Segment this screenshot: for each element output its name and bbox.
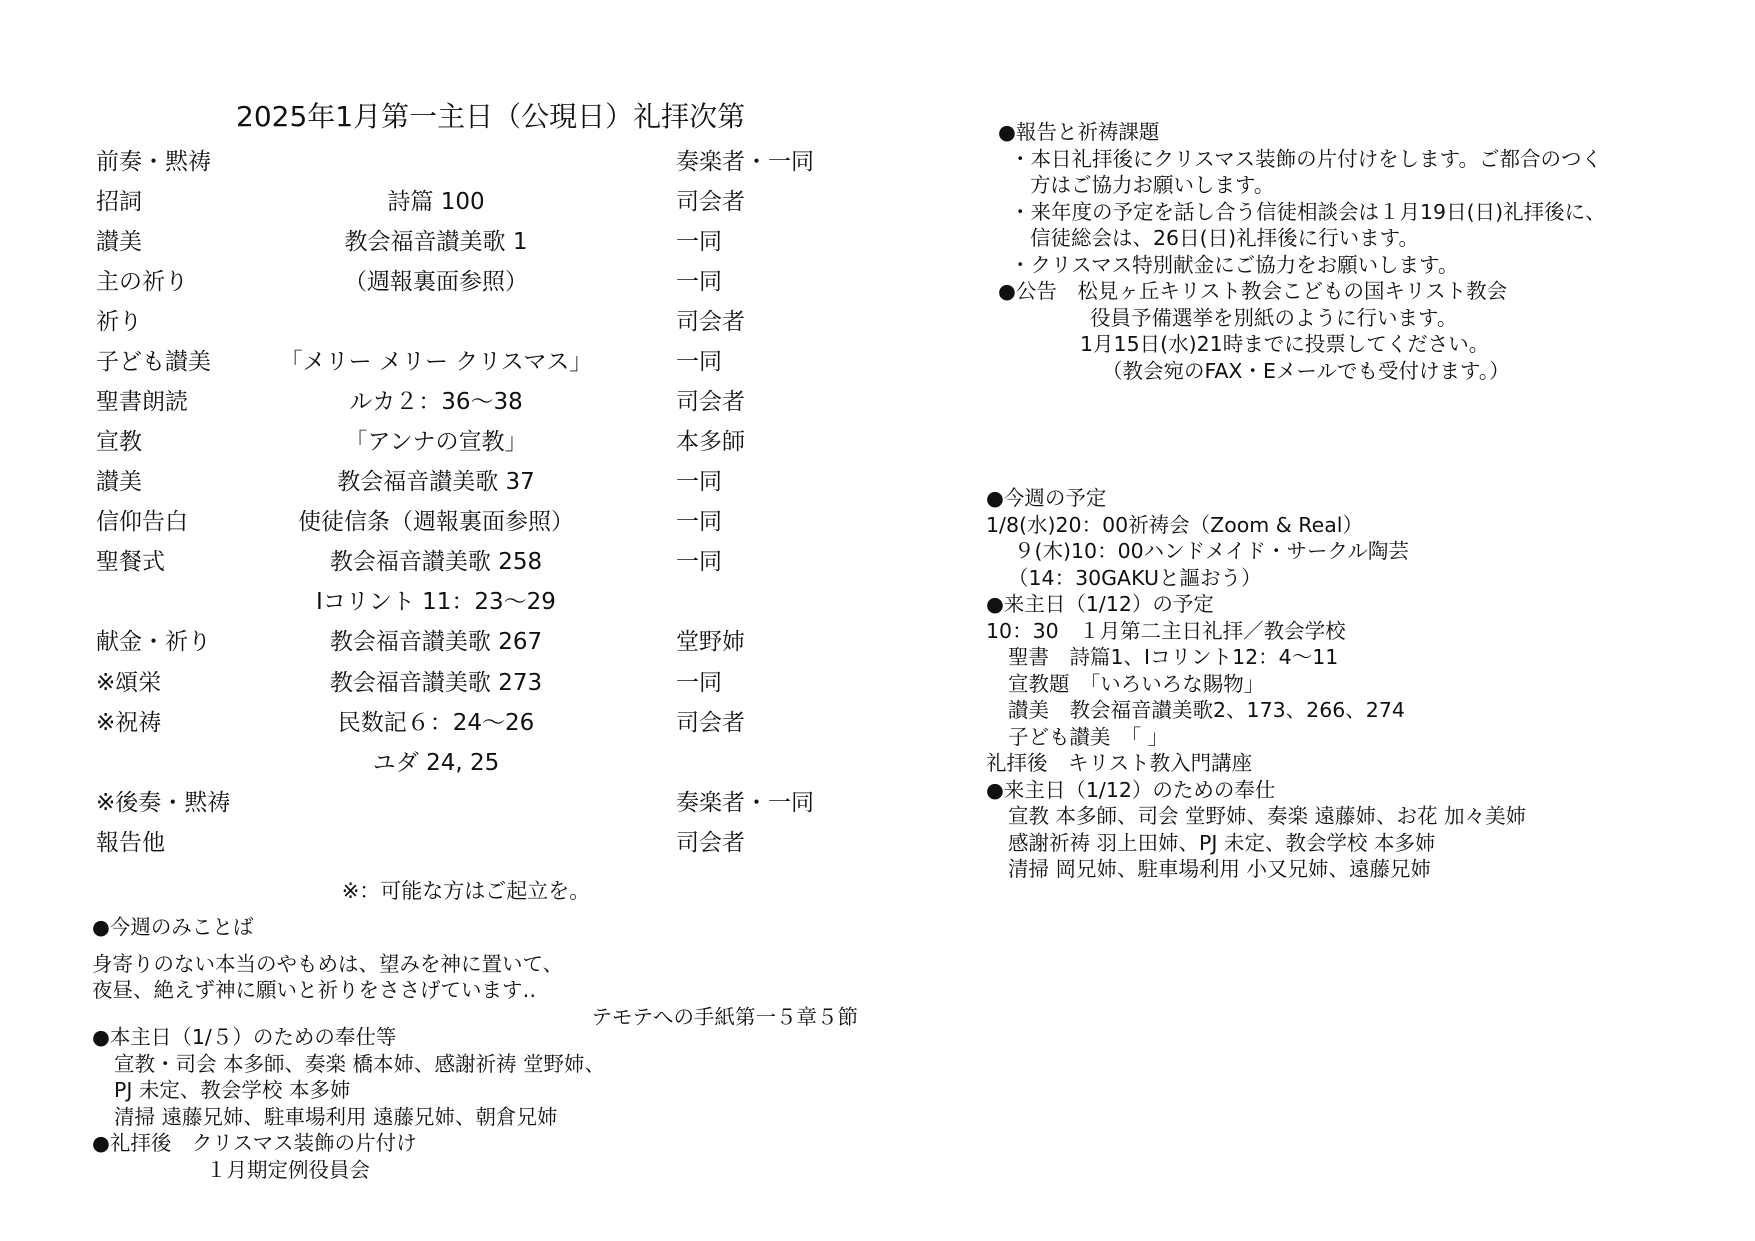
order-item-leader: 奏楽者・一同: [676, 790, 814, 816]
weekly-verse-heading: ●今週のみことば: [92, 915, 254, 939]
next-sunday-line: 礼拝後 キリスト教入門講座: [986, 751, 1253, 775]
report-item: 信徒総会は、26日(日)礼拝後に行います。: [1030, 226, 1419, 250]
order-item-name: 祈り: [96, 309, 142, 335]
after-worship-line: １月期定例役員会: [206, 1157, 370, 1182]
order-item-name: 聖餐式: [96, 549, 165, 575]
report-item: 方はご協力お願いします。: [1030, 173, 1275, 197]
order-item-content: 「アンナの宣教」: [344, 429, 528, 455]
service-roles-line: PJ 未定、教会学校 本多姉: [114, 1078, 351, 1102]
order-title: 2025年1月第一主日（公現日）礼拝次第: [236, 100, 746, 133]
report-item: ・本日礼拝後にクリスマス装飾の片付けをします。ご都合のつく: [1010, 146, 1603, 171]
notice-line: （教会宛のFAX・Eメールでも受付けます。）: [1102, 358, 1510, 383]
next-sunday-line: 10：30 １月第二主日礼拝／教会学校: [986, 618, 1346, 643]
order-item-name: 主の祈り: [96, 269, 188, 295]
service-roles-line: 宣教・司会 本多師、奏楽 橋本姉、感謝祈祷 堂野姉、: [114, 1051, 606, 1076]
order-row: [96, 264, 856, 300]
order-item-name: 聖書朗読: [96, 389, 188, 415]
order-row: [96, 745, 856, 781]
order-item-leader: 一同: [676, 469, 722, 495]
order-row: [96, 344, 856, 380]
order-item-content: （週報裏面参照）: [344, 269, 528, 295]
order-item-content: 教会福音讃美歌 1: [344, 229, 528, 255]
reports-heading: ●報告と祈祷課題: [998, 120, 1160, 144]
verse-line: 夜昼、絶えず神に願いと祈りをささげています‥: [92, 978, 537, 1002]
report-item: ・クリスマス特別献金にご協力をお願いします。: [1010, 252, 1459, 277]
order-row: [96, 464, 856, 500]
order-item-name: 招詞: [96, 189, 142, 215]
schedule-section: [986, 485, 1706, 883]
reports-section: [998, 119, 1718, 384]
order-item-name: 讃美: [96, 229, 142, 255]
order-item-name: 信仰告白: [96, 509, 188, 535]
order-item-leader: 一同: [676, 269, 722, 295]
order-item-name: 報告他: [96, 830, 165, 856]
next-sunday-line: 子ども讃美 「 」: [1008, 724, 1169, 749]
verse-reference: テモテへの手紙第一５章５節: [591, 1004, 858, 1029]
order-item-leader: 司会者: [676, 389, 745, 415]
order-item-leader: 一同: [676, 549, 722, 575]
order-item-leader: 一同: [676, 509, 722, 535]
order-item-leader: 奏楽者・一同: [676, 149, 814, 175]
after-worship-heading: ●礼拝後 クリスマス装飾の片付け: [92, 1131, 417, 1155]
order-item-name: 前奏・黙祷: [96, 149, 211, 175]
next-sunday-line: 聖書 詩篇1、Ⅰコリント12：4〜11: [1008, 645, 1339, 669]
order-item-content: Ⅰコリント 11：23〜29: [316, 589, 556, 615]
order-row: [96, 785, 856, 821]
order-item-content: 民数記６：24〜26: [337, 710, 535, 736]
order-item-name: ※頌栄: [96, 670, 162, 696]
order-item-content: 教会福音讃美歌 267: [329, 629, 543, 655]
next-service-line: 清掃 岡兄姉、駐車場利用 小又兄姉、遠藤兄姉: [1008, 857, 1432, 881]
order-item-content: 教会福音讃美歌 258: [329, 549, 543, 575]
next-service-line: 宣教 本多師、司会 堂野姉、奏楽 遠藤姉、お花 加々美姉: [1008, 804, 1527, 828]
order-row: [96, 544, 856, 580]
order-item-leader: 司会者: [676, 189, 745, 215]
order-item-name: 宣教: [96, 429, 142, 455]
order-item-leader: 本多師: [676, 429, 745, 455]
order-item-leader: 一同: [676, 229, 722, 255]
next-service-heading: ●来主日（1/12）のための奉仕: [986, 777, 1276, 802]
schedule-line: （14：30GAKUと謳おう）: [1008, 565, 1262, 590]
order-item-leader: 司会者: [676, 830, 745, 856]
notice-line: 1月15日(水)21時までに投票してください。: [1080, 332, 1490, 356]
order-row: [96, 665, 856, 701]
next-service-line: 感謝祈祷 羽上田姉、PJ 未定、教会学校 本多姉: [1008, 830, 1436, 855]
order-row: [96, 825, 856, 861]
service-roles-line: 清掃 遠藤兄姉、駐車場利用 遠藤兄姉、朝倉兄姉: [114, 1104, 558, 1129]
order-item-name: 讃美: [96, 469, 142, 495]
order-item-content: 使徒信条（週報裏面参照）: [298, 509, 574, 535]
order-row: [96, 144, 856, 180]
next-sunday-line: 宣教題 「いろいろな賜物」: [1008, 671, 1265, 696]
order-row: [96, 304, 856, 340]
verse-line: 身寄りのない本当のやもめは、望みを神に置いて、: [92, 951, 564, 976]
order-item-name: ※後奏・黙祷: [96, 790, 231, 816]
order-item-content: 教会福音讃美歌 37: [337, 469, 535, 495]
order-row: [96, 504, 856, 540]
next-sunday-heading: ●来主日（1/12）の予定: [986, 592, 1214, 616]
order-row: [96, 184, 856, 220]
order-row: [96, 584, 856, 620]
order-item-leader: 司会者: [676, 309, 745, 335]
order-item-content: 教会福音讃美歌 273: [329, 670, 543, 696]
order-row: [96, 705, 856, 741]
order-row: [96, 624, 856, 660]
schedule-line: ９(木)10：00ハンドメイド・サークル陶芸: [1014, 539, 1409, 563]
order-item-leader: 司会者: [676, 710, 745, 736]
report-item: ・来年度の予定を話し合う信徒相談会は１月19日(日)礼拝後に、: [1010, 199, 1606, 224]
order-item-leader: 一同: [676, 349, 722, 375]
standing-note: ※：可能な方はご起立を。: [341, 879, 591, 903]
notice-line: 役員予備選挙を別紙のように行います。: [1090, 305, 1458, 330]
today-service-heading: ●本主日（1/５）のための奉仕等: [92, 1025, 397, 1049]
today-service-roles: [92, 1024, 872, 1183]
order-item-content: ルカ２：36〜38: [349, 389, 523, 415]
order-item-leader: 一同: [676, 670, 722, 696]
order-row: [96, 384, 856, 420]
next-sunday-line: 讃美 教会福音讃美歌2、173、266、274: [1008, 698, 1405, 722]
order-row: [96, 424, 856, 460]
order-item-name: ※祝祷: [96, 710, 162, 736]
order-row: [96, 224, 856, 260]
order-item-content: 詩篇 100: [387, 189, 485, 215]
order-item-content: 「メリー メリー クリスマス」: [279, 349, 593, 375]
weekly-verse: [92, 914, 872, 1030]
order-item-name: 献金・祈り: [96, 629, 211, 655]
order-item-name: 子ども讃美: [96, 349, 211, 375]
notice-heading: ●公告 松見ヶ丘キリスト教会こどもの国キリスト教会: [998, 279, 1508, 303]
schedule-heading: ●今週の予定: [986, 486, 1107, 510]
order-item-leader: 堂野姉: [676, 629, 745, 655]
order-item-content: ユダ 24, 25: [372, 750, 500, 776]
schedule-line: 1/8(水)20：00祈祷会（Zoom & Real）: [986, 512, 1363, 537]
